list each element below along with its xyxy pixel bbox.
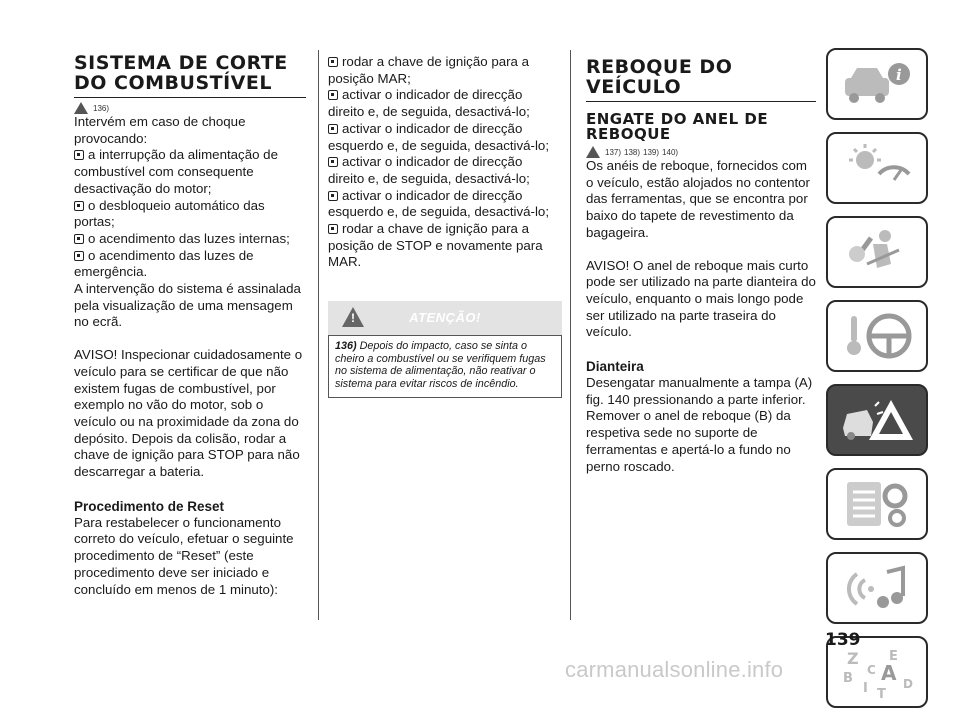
attention-box-header	[328, 301, 562, 335]
index-letter: I	[863, 681, 868, 696]
tab-safety[interactable]	[826, 216, 928, 288]
subsection-heading-tow-ring: ENGATE DO ANEL DE REBOQUE	[586, 110, 769, 143]
attention-title: ATENÇÃO!	[409, 310, 481, 326]
ref-140[interactable]: 140)	[662, 147, 679, 157]
bullet-item: a interrupção da alimentação de combustível com consequente desactivação do motor;	[74, 147, 278, 196]
bullet-icon	[328, 224, 338, 234]
bullet-icon	[328, 157, 338, 167]
notice-text: Depois do impacto, caso se sinta o cheiro a combustível ou se verifiquem fugas no sistema de alimentação, não reativar o sistema para evitar riscos de incêndio.	[335, 340, 546, 390]
bullet-item: o acendimento das luzes de emergência.	[74, 247, 254, 280]
tab-starting-driving[interactable]	[826, 300, 928, 372]
warning-triangle-icon: !	[342, 307, 364, 327]
multimedia-icon	[837, 560, 917, 616]
subheading-reset: Procedimento de Reset	[74, 498, 225, 514]
tab-emergency[interactable]	[826, 384, 928, 456]
dashboard-lights-icon	[837, 140, 917, 196]
bullet-icon	[74, 150, 84, 160]
ref-137[interactable]: 137)	[605, 147, 622, 157]
index-letter: B	[843, 671, 853, 686]
column-divider	[570, 50, 571, 620]
steering-wheel-key-icon	[837, 308, 917, 364]
bullet-icon	[74, 234, 84, 244]
bullet-icon	[328, 57, 338, 67]
tab-maintenance[interactable]	[826, 468, 928, 540]
ref-139[interactable]: 139)	[643, 147, 660, 157]
bullet-icon	[328, 90, 338, 100]
paragraph: A intervenção do sistema é assinalada pela visualização de uma mensagem no ecrã.	[74, 281, 301, 330]
index-letter: E	[889, 649, 898, 664]
index-letter: D	[903, 677, 913, 691]
index-letter: A	[881, 661, 897, 685]
bullet-icon	[74, 201, 84, 211]
index-letter: C	[867, 663, 876, 677]
warning-refs	[74, 102, 306, 114]
paragraph: Para restabelecer o funcionamento correto do veículo, efetuar o seguinte procedimento de “Reset” (este procedimento deve ser iniciado e concluído em menos de 1 minuto):	[74, 514, 294, 597]
warning-triangle-icon	[586, 146, 600, 158]
ref-136[interactable]: 136)	[93, 103, 110, 113]
warning-refs	[586, 146, 816, 158]
tab-multimedia[interactable]	[826, 552, 928, 624]
chapter-tabs	[826, 48, 928, 720]
breakdown-warning-icon	[837, 392, 917, 448]
bullet-item: activar o indicador de direcção esquerdo e, de seguida, desactivá-lo;	[328, 187, 550, 220]
bullet-item: rodar a chave de ignição para a posição de STOP e novamente para MAR.	[328, 221, 543, 270]
bullet-item: rodar a chave de ignição para a posição MAR;	[328, 54, 530, 86]
column-divider	[318, 50, 319, 620]
notice-number: 136)	[335, 340, 357, 353]
paragraph-warning: AVISO! Inspecionar cuidadosamente o veículo para se certificar de que não existem fugas de combustível, por exemplo no vão do motor, sob o veículo ou na proximidade da zona do depósito. Depois da colisão, rodar a chave de ignição para STOP para não descarregar a bateria.	[74, 347, 303, 480]
svg-text:i: i	[896, 66, 902, 84]
column-right	[586, 0, 816, 475]
bullet-item: o acendimento das luzes internas;	[74, 231, 306, 248]
index-az-icon	[837, 644, 917, 700]
attention-box-body	[328, 335, 562, 397]
section-heading-fuel-cutoff: SISTEMA DE CORTE DO COMBUSTÍVEL	[74, 53, 306, 98]
column-left	[74, 0, 306, 598]
tab-dashboard[interactable]	[826, 132, 928, 204]
bullet-icon	[74, 251, 84, 261]
index-letter: T	[877, 687, 886, 702]
index-letter: Z	[847, 649, 859, 668]
ref-138[interactable]: 138)	[624, 147, 641, 157]
airbag-safety-icon	[837, 224, 917, 280]
bullet-icon	[328, 124, 338, 134]
bullet-item: activar o indicador de direcção direito e, de seguida, desactivá-lo;	[328, 154, 530, 186]
car-info-icon	[837, 56, 917, 112]
paragraph: Os anéis de reboque, fornecidos com o veículo, estão alojados no contentor das ferramentas, que se encontra por baixo do tapete de revestimento da bagageira.	[586, 158, 810, 240]
bullet-item: o desbloqueio automático das portas;	[74, 197, 265, 230]
bullet-item: activar o indicador de direcção esquerdo e, de seguida, desactivá-lo;	[328, 120, 550, 153]
paragraph-warning: AVISO! O anel de reboque mais curto pode ser utilizado na parte dianteira do veículo, enquanto o mais longo pode ser utilizado na parte traseira do veículo.	[586, 257, 816, 340]
bullet-item: activar o indicador de direcção direito e, de seguida, desactivá-lo;	[328, 87, 530, 120]
warning-triangle-icon	[74, 102, 88, 114]
maintenance-gears-icon	[837, 476, 917, 532]
subheading-front: Dianteira	[586, 359, 644, 375]
bullet-icon	[328, 191, 338, 201]
intro-text: Intervém em caso de choque provocando:	[74, 114, 246, 146]
section-heading-towing: REBOQUE DO VEÍCULO	[586, 57, 816, 102]
tab-vehicle-knowledge[interactable]	[826, 48, 928, 120]
page-number: 139	[825, 630, 861, 650]
watermark: carmanualsonline.info	[565, 657, 784, 682]
column-middle	[328, 54, 562, 398]
paragraph: Desengatar manualmente a tampa (A) fig. 140 pressionando a parte inferior. Remover o anel de reboque (B) da respetiva sede no suporte de ferramentas e apertá-lo a fundo no perno roscado.	[586, 375, 813, 474]
